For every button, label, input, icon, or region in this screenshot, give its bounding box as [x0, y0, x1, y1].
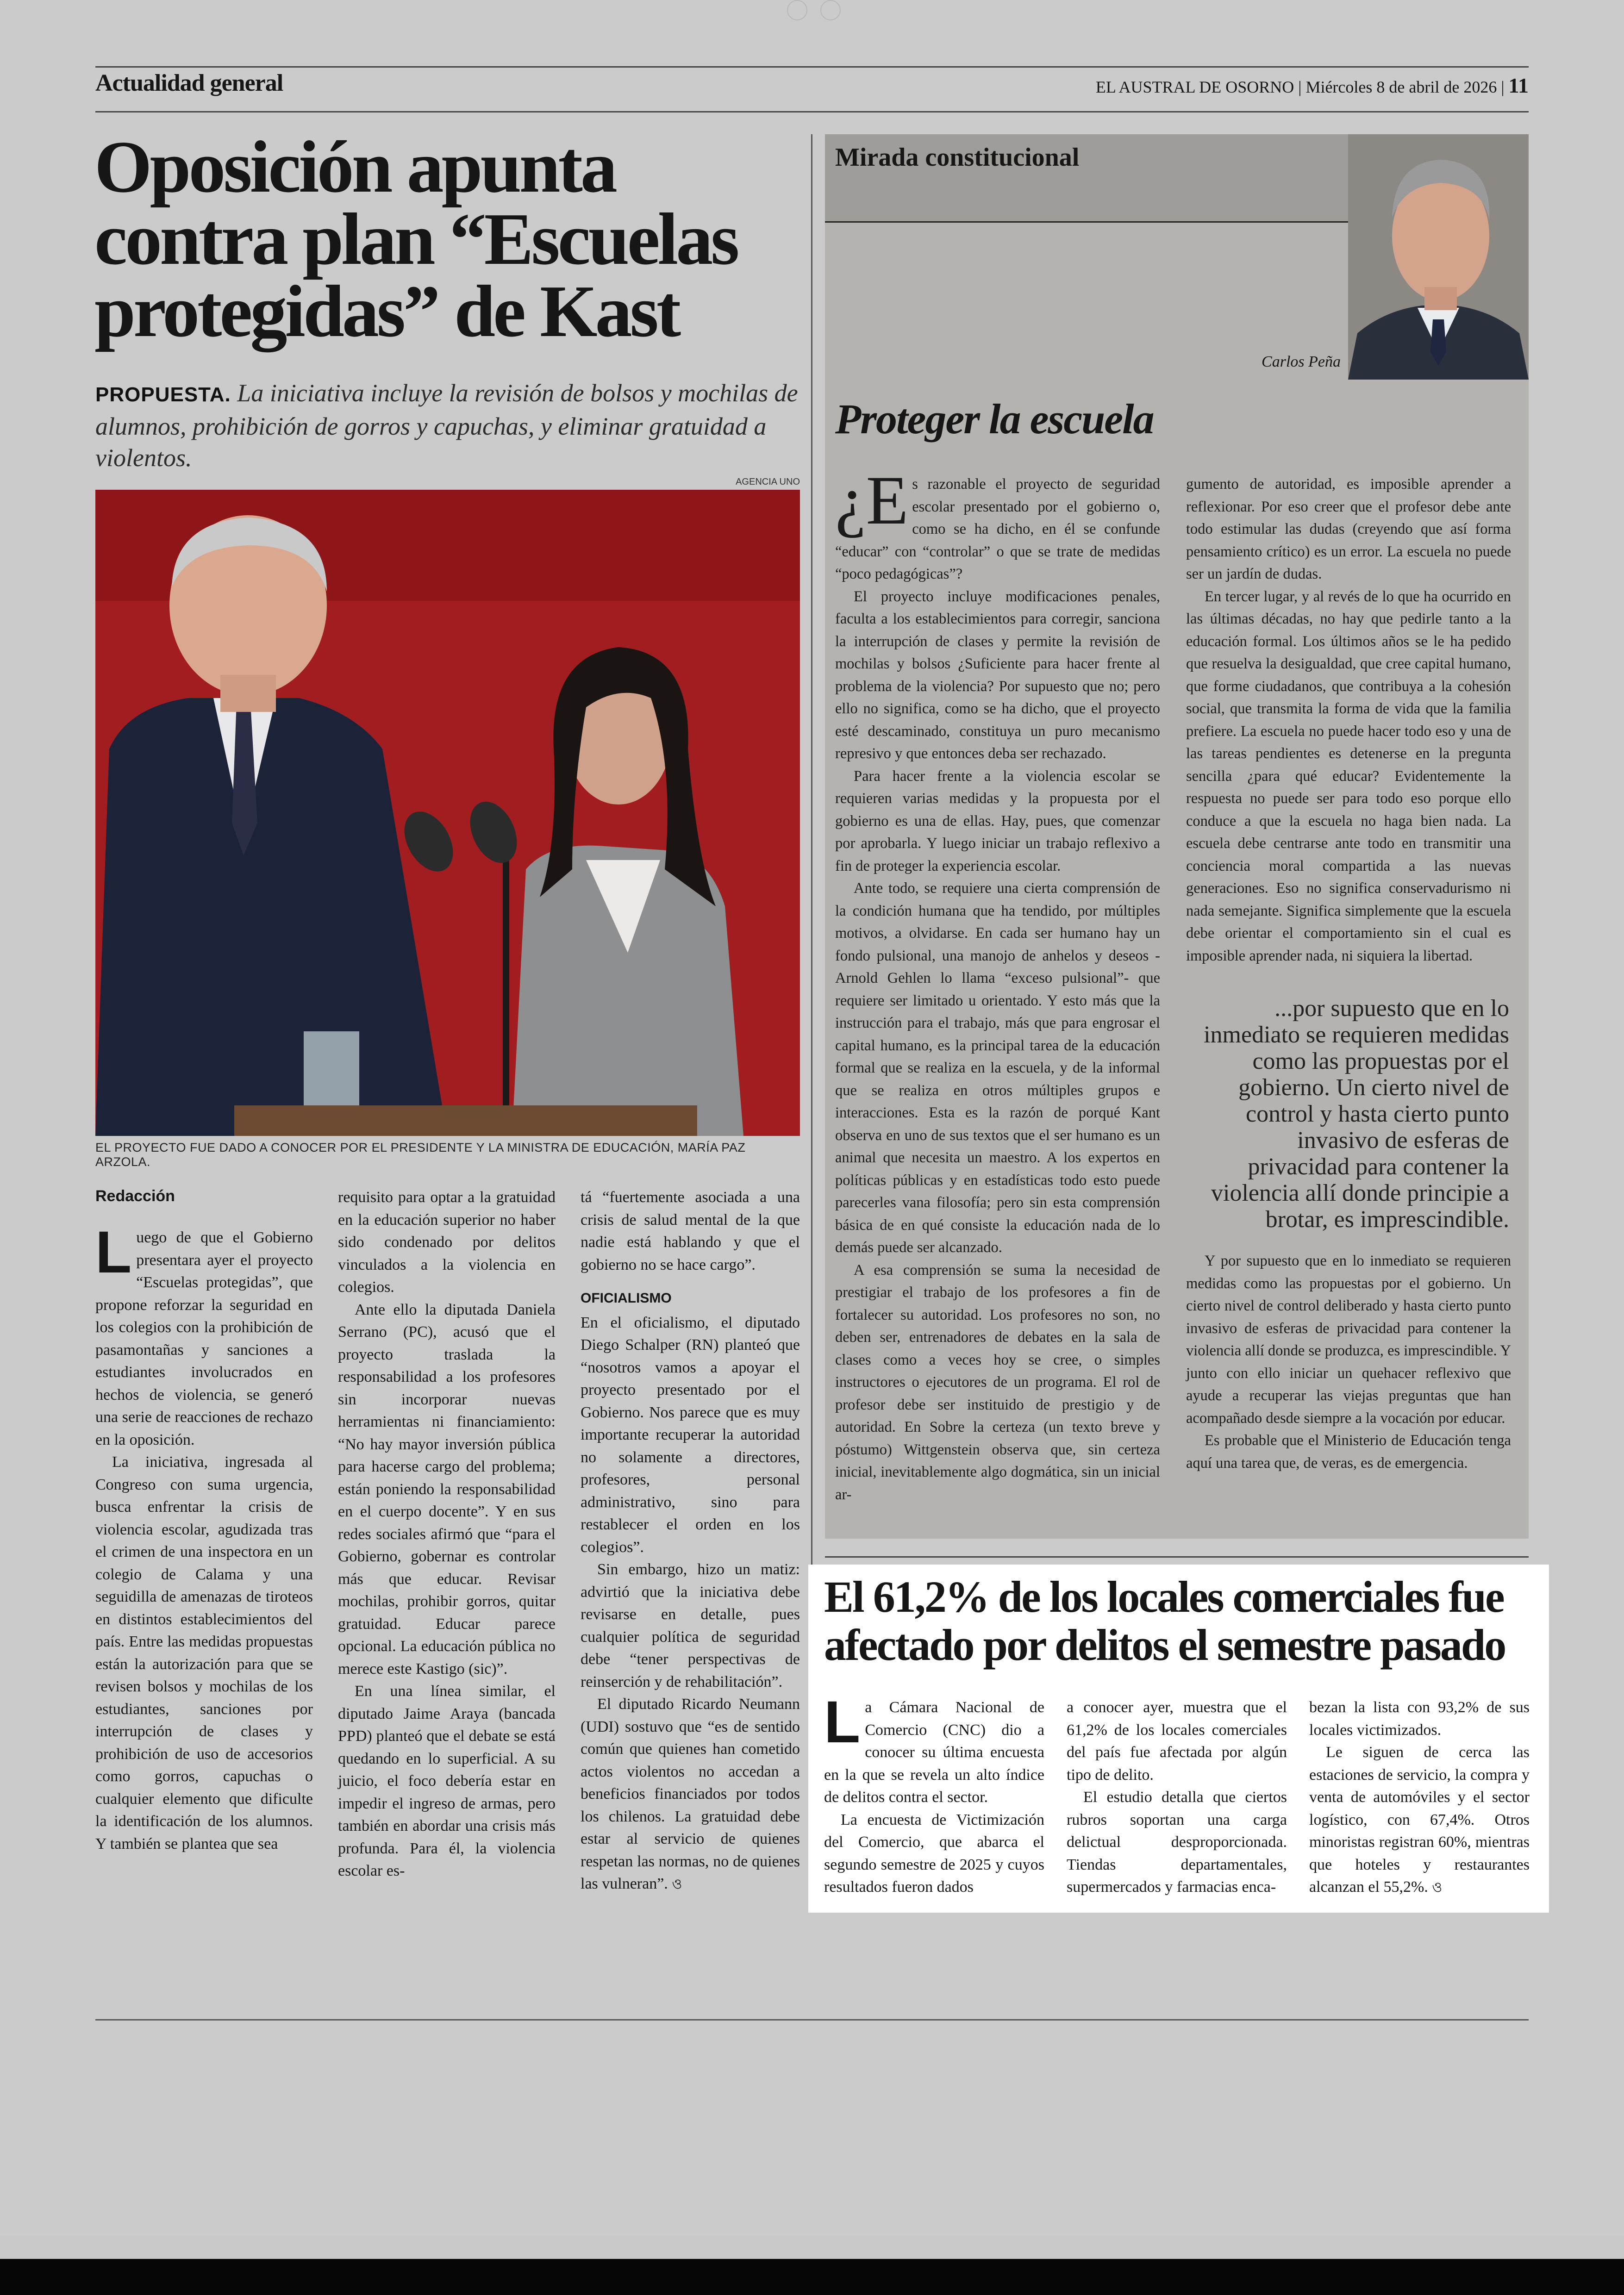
opinion-label-rule — [825, 221, 1348, 223]
header-rule-bottom — [95, 111, 1529, 112]
main-column-2 — [338, 1186, 556, 1883]
opinion-label-box — [825, 134, 1348, 221]
section-rule — [825, 1556, 1529, 1558]
main-paragraph: requisito para optar a la gratuidad en la educación superior no haber sido condenado por delitos vinculados a la violencia en colegios. — [338, 1189, 556, 1296]
brief-headline: El 61,2% de los locales comerciales fue afectado por delitos el semestre pasado — [824, 1572, 1505, 1670]
brief-paragraph: La encuesta de Victimización del Comercio, que abarca el segundo semestre de 2025 y cuyos resultados fueron dados — [824, 1811, 1044, 1896]
opinion-paragraph: Para hacer frente a la violencia escolar se requieren varias medidas y la propuesta por el gobierno es una de ellas. Hay, pues, que comenzar por aprobarla. Y luego iniciar un trabajo reflexivo a fin de proteger la experiencia escolar. — [835, 767, 1160, 874]
main-paragraph: En una línea similar, el diputado Jaime Araya (bancada PPD) planteó que el debate se está quedando en lo superficial. A su juicio, el foco debería estar en impedir el ingreso de armas, pero también en abordar una crisis más profunda. Para él, la violencia escolar es- — [338, 1683, 556, 1879]
main-column-1 — [95, 1219, 313, 1855]
photo-credit: AGENCIA UNO — [736, 477, 800, 487]
opinion-paragraph: Y por supuesto que en lo inmediato se requieren medidas como las propuestas por el gobierno. Un cierto nivel de control deliberado y hasta cierto punto invasivo de esferas de privacidad para contener la violencia allí donde se produzca, es imprescindible. Y junto con ello iniciar un quehacer reflexivo que ayude a recuperar las viejas preguntas que han acompañado desde siempre a la vocación por educar. — [1186, 1253, 1511, 1427]
opinion-paragraph: En tercer lugar, y al revés de lo que ha ocurrido en las últimas décadas, no hay que pedirle tanto a la educación formal. Los últimos años se le ha pedido que resuelva la desigualdad, que cree capital humano, que forme ciudadanos, que contribuya a la cohesión social, que transmita la forma de vida que la familia prefiere. La escuela no puede hacer todo eso y una de las tareas pendientes es detenerse en la pregunta sencilla ¿para qué educar? Evidentemente la respuesta no puede ser para todo eso porque ello conduce a que la escuela no haga bien nada. La escuela debe centrarse ante todo en transmitir una conciencia moral compartida a las nuevas generaciones. Eso no significa conservadurismo ni nada semejante. Significa simplemente que la escuela debe orientar el comportamiento sin el cual es imposible aprender nada, ni siquiera la libertad. — [1186, 588, 1511, 964]
brief-paragraph: Le siguen de cerca las estaciones de servicio, la compra y venta de automóviles y el sector logístico, con 67,4%. Otros minoristas registran 60%, mientras que hoteles y restaurantes alcanzan el 55,2%. ও — [1309, 1744, 1530, 1896]
opinion-column-1 — [835, 462, 1160, 1506]
zoom-out-control-icon[interactable] — [787, 0, 807, 20]
brief-paragraph: bezan la lista con 93,2% de sus locales victimizados. — [1309, 1699, 1530, 1739]
main-photo-illustration — [95, 490, 800, 1136]
main-column-3 — [581, 1186, 800, 1896]
brief-column-2 — [1067, 1696, 1287, 1899]
byline: Redacción — [95, 1187, 175, 1205]
pull-quote: ...por supuesto que en lo inmediato se requieren medidas como las propuestas por el gobierno. Un cierto nivel de control y hasta cierto punto invasivo de esferas de privacidad para contener la violencia allí donde principie a brotar, es imprescindible. — [1204, 995, 1509, 1233]
photo-caption: EL PROYECTO FUE DADO A CONOCER POR EL PRESIDENTE Y LA MINISTRA DE EDUCACIÓN, MARÍA PAZ ARZOLA. — [95, 1141, 746, 1169]
section-label: Actualidad general — [95, 70, 283, 96]
opinion-dropcap: ¿E — [835, 462, 909, 539]
main-paragraph: Sin embargo, hizo un matiz: advirtió que la iniciativa debe revisarse en detalle, pues cualquier política de seguridad debe “tener perspectivas de reinserción y de rehabilitación”. — [581, 1561, 800, 1690]
main-deck — [95, 377, 799, 474]
viewer-bottom-bar — [0, 2259, 1624, 2295]
opinion-label: Mirada constitucional — [835, 143, 1080, 172]
page-number: 11 — [1508, 74, 1529, 97]
opinion-paragraph: El proyecto incluye modificaciones penales, faculta a los establecimientos para corregir, sanciona la interrupción de clases y permite la revisión de mochilas y bolsos ¿Suficiente para hacer frente al problema de la violencia? Por supuesto que no; pero ello no significa, como se ha dicho, que el proyecto esté descaminado, constituya un puro mecanismo represivo y que entonces deba ser rechazado. — [835, 588, 1160, 762]
end-mark-icon: ও — [1432, 1880, 1443, 1895]
opinion-column-2 — [1186, 473, 1511, 967]
main-paragraph: tá “fuertemente asociada a una crisis de salud mental de la que nadie está hablando y que el gobierno no se hace cargo”. — [581, 1189, 800, 1273]
main-paragraph: El diputado Ricardo Neumann (UDI) sostuvo que “es de sentido común que quienes han cometido actos violentos no accedan a beneficios financiados por todos los chilenos. La gratuidad debe estar al servicio de quienes respetan las normas, no de quienes las vulneran”. ও — [581, 1696, 800, 1892]
main-headline: Oposición apunta contra plan “Escuelas protegidas” de Kast — [94, 125, 737, 352]
brief-column-1 — [824, 1689, 1044, 1899]
end-mark-icon: ও — [672, 1877, 682, 1892]
main-paragraph: En el oficialismo, el diputado Diego Schalper (RN) planteó que “nosotros vamos a apoyar el proyecto presentado por el Gobierno. Nos parece que es muy importante recuperar la autoridad no solamente a directores, profesores, personal administrativo, sino para restablecer el orden en los colegios”. — [581, 1314, 800, 1556]
paper-info: EL AUSTRAL DE OSORNO | Miércoles 8 de abril de 2026 | 11 — [1095, 74, 1529, 97]
opinion-paragraph: gumento de autoridad, es imposible aprender a reflexionar. Por eso creer que el profesor debe ante todo estimular las dudas (creyendo que así forma pensamiento crítico) es un error. La escuela no puede ser un jardín de dudas. — [1186, 476, 1511, 582]
main-paragraph: Ante ello la diputada Daniela Serrano (PC), acusó que el proyecto traslada la responsabilidad a los profesores sin incorporar nuevas herramientas ni financiamiento: “No hay mayor inversión pública para hacerse cargo del problema; están poniendo la responsabilidad en el cuerpo docente”. Y en sus redes sociales afirmó que “para el Gobierno, gobernar es controlar más que educar. Revisar mochilas, prohibir gorros, quitar gratuidad. Educar parece opcional. La educación pública no merece este Kastigo (sic)”. — [338, 1301, 556, 1678]
brief-paragraph: a conocer ayer, muestra que el 61,2% de los locales comerciales del país fue afectada por algún tipo de delito. — [1067, 1699, 1287, 1784]
author-portrait-illustration — [1348, 134, 1529, 380]
opinion-paragraph: A esa comprensión se suma la necesidad de prestigiar el trabajo de los profesores a fin de fortalecer su autoridad. Los profesores no son, no deben ser, entrenadores de debates en la sala de clases como a veces hoy se cree, o simples instructores o ejecutores de un programa. El rol de profesor debe ser instituido de prestigio y de autoridad. En Sobre la certeza (un texto breve y póstumo) Wittgenstein observa que, sin certeza inicial, inevitablemente algo dogmática, sin un inicial ar- — [835, 1261, 1160, 1503]
opinion-title: Proteger la escuela — [835, 395, 1154, 443]
main-paragraph: Luego de que el Gobierno presentara ayer el proyecto “Escuelas protegidas”, que propone reforzar la seguridad en los colegios con la prohibición de pasamontañas y sanciones a estudiantes involucrados en hechos de violencia, se generó una serie de reacciones de rechazo en la oposición. — [95, 1219, 313, 1448]
main-paragraph: La iniciativa, ingresada al Congreso con suma urgencia, busca enfrentar la crisis de violencia escolar, agudizada tras el crimen de una inspectora en un colegio de Calama y una seguidilla de amenazas de tiroteos en distintos establecimientos del país. Entre las medidas propuestas están la autorización para que se revisen bolsos y mochilas de los estudiantes, sanciones por interrupción de clases y prohibición de uso de accesorios como gorros, capuchas o cualquier elemento que dificulte la identificación de los alumnos. Y también se plantea que sea — [95, 1453, 313, 1852]
brief-column-3 — [1309, 1696, 1530, 1899]
paper-name: EL AUSTRAL DE OSORNO — [1095, 78, 1294, 96]
opinion-paragraph: ¿E s razonable el proyecto de seguridad escolar presentado por el gobierno o, como se ha dicho, en él se confunde “educar” con “controlar” o que se trate de medidas “poco pedagógicas”? — [835, 462, 1160, 582]
dropcap: L — [95, 1219, 132, 1285]
brief-paragraph: El estudio detalla que ciertos rubros soportan una carga delictual desproporcionada. Tiendas departamentales, supermercados y farmacias enca- — [1067, 1789, 1287, 1896]
opinion-paragraph: Es probable que el Ministerio de Educación tenga aquí una tarea que, de veras, es de emergencia. — [1186, 1432, 1511, 1472]
bottom-rule — [95, 2019, 1529, 2021]
opinion-column-2-end — [1186, 1250, 1511, 1474]
deck-text: La iniciativa incluye la revisión de bolsos y mochilas de alumnos, prohibición de gorros y capuchas, y eliminar gratuidad a violentos. — [95, 379, 798, 472]
opinion-paragraph: Ante todo, se requiere una cierta comprensión de la condición humana que ha tendido, por múltiples motivos, a olvidarse. En cada ser humano hay un fondo pulsional, una manojo de anhelos y deseos -Arnold Gehlen lo llama “exceso pulsional”- que requiere ser limitado u orientado. Y esto más que la instrucción para el trabajo, más que para engrosar el capital humano, es la principal tarea de la educación formal que se realiza en la escuela, y de la informal que se realiza en otros múltiples grupos e interacciones. Esta es la razón de porqué Kant observa en uno de sus textos que el ser humano es un animal que necesita un maestro. A los expertos en políticas públicas y en estadísticas todo esto puede parecerles vana filosofía; pero sin esta comprensión básica de en qué consiste la educación nada de lo demás puede ser alcanzado. — [835, 880, 1160, 1256]
author-photo — [1348, 134, 1529, 380]
subhead: OFICIALISMO — [581, 1291, 672, 1306]
paper-date: Miércoles 8 de abril de 2026 — [1305, 78, 1497, 96]
deck-kicker: PROPUESTA. — [95, 383, 231, 406]
zoom-in-control-icon[interactable] — [820, 0, 841, 20]
main-photo — [95, 490, 800, 1136]
brief-paragraph: La Cámara Nacional de Comercio (CNC) dio a conocer su última encuesta en la que se revela un alto índice de delitos contra el sector. — [824, 1689, 1044, 1806]
header-rule-top — [95, 66, 1529, 68]
brief-dropcap: L — [824, 1689, 861, 1755]
opinion-author: Carlos Peña — [1262, 353, 1341, 370]
